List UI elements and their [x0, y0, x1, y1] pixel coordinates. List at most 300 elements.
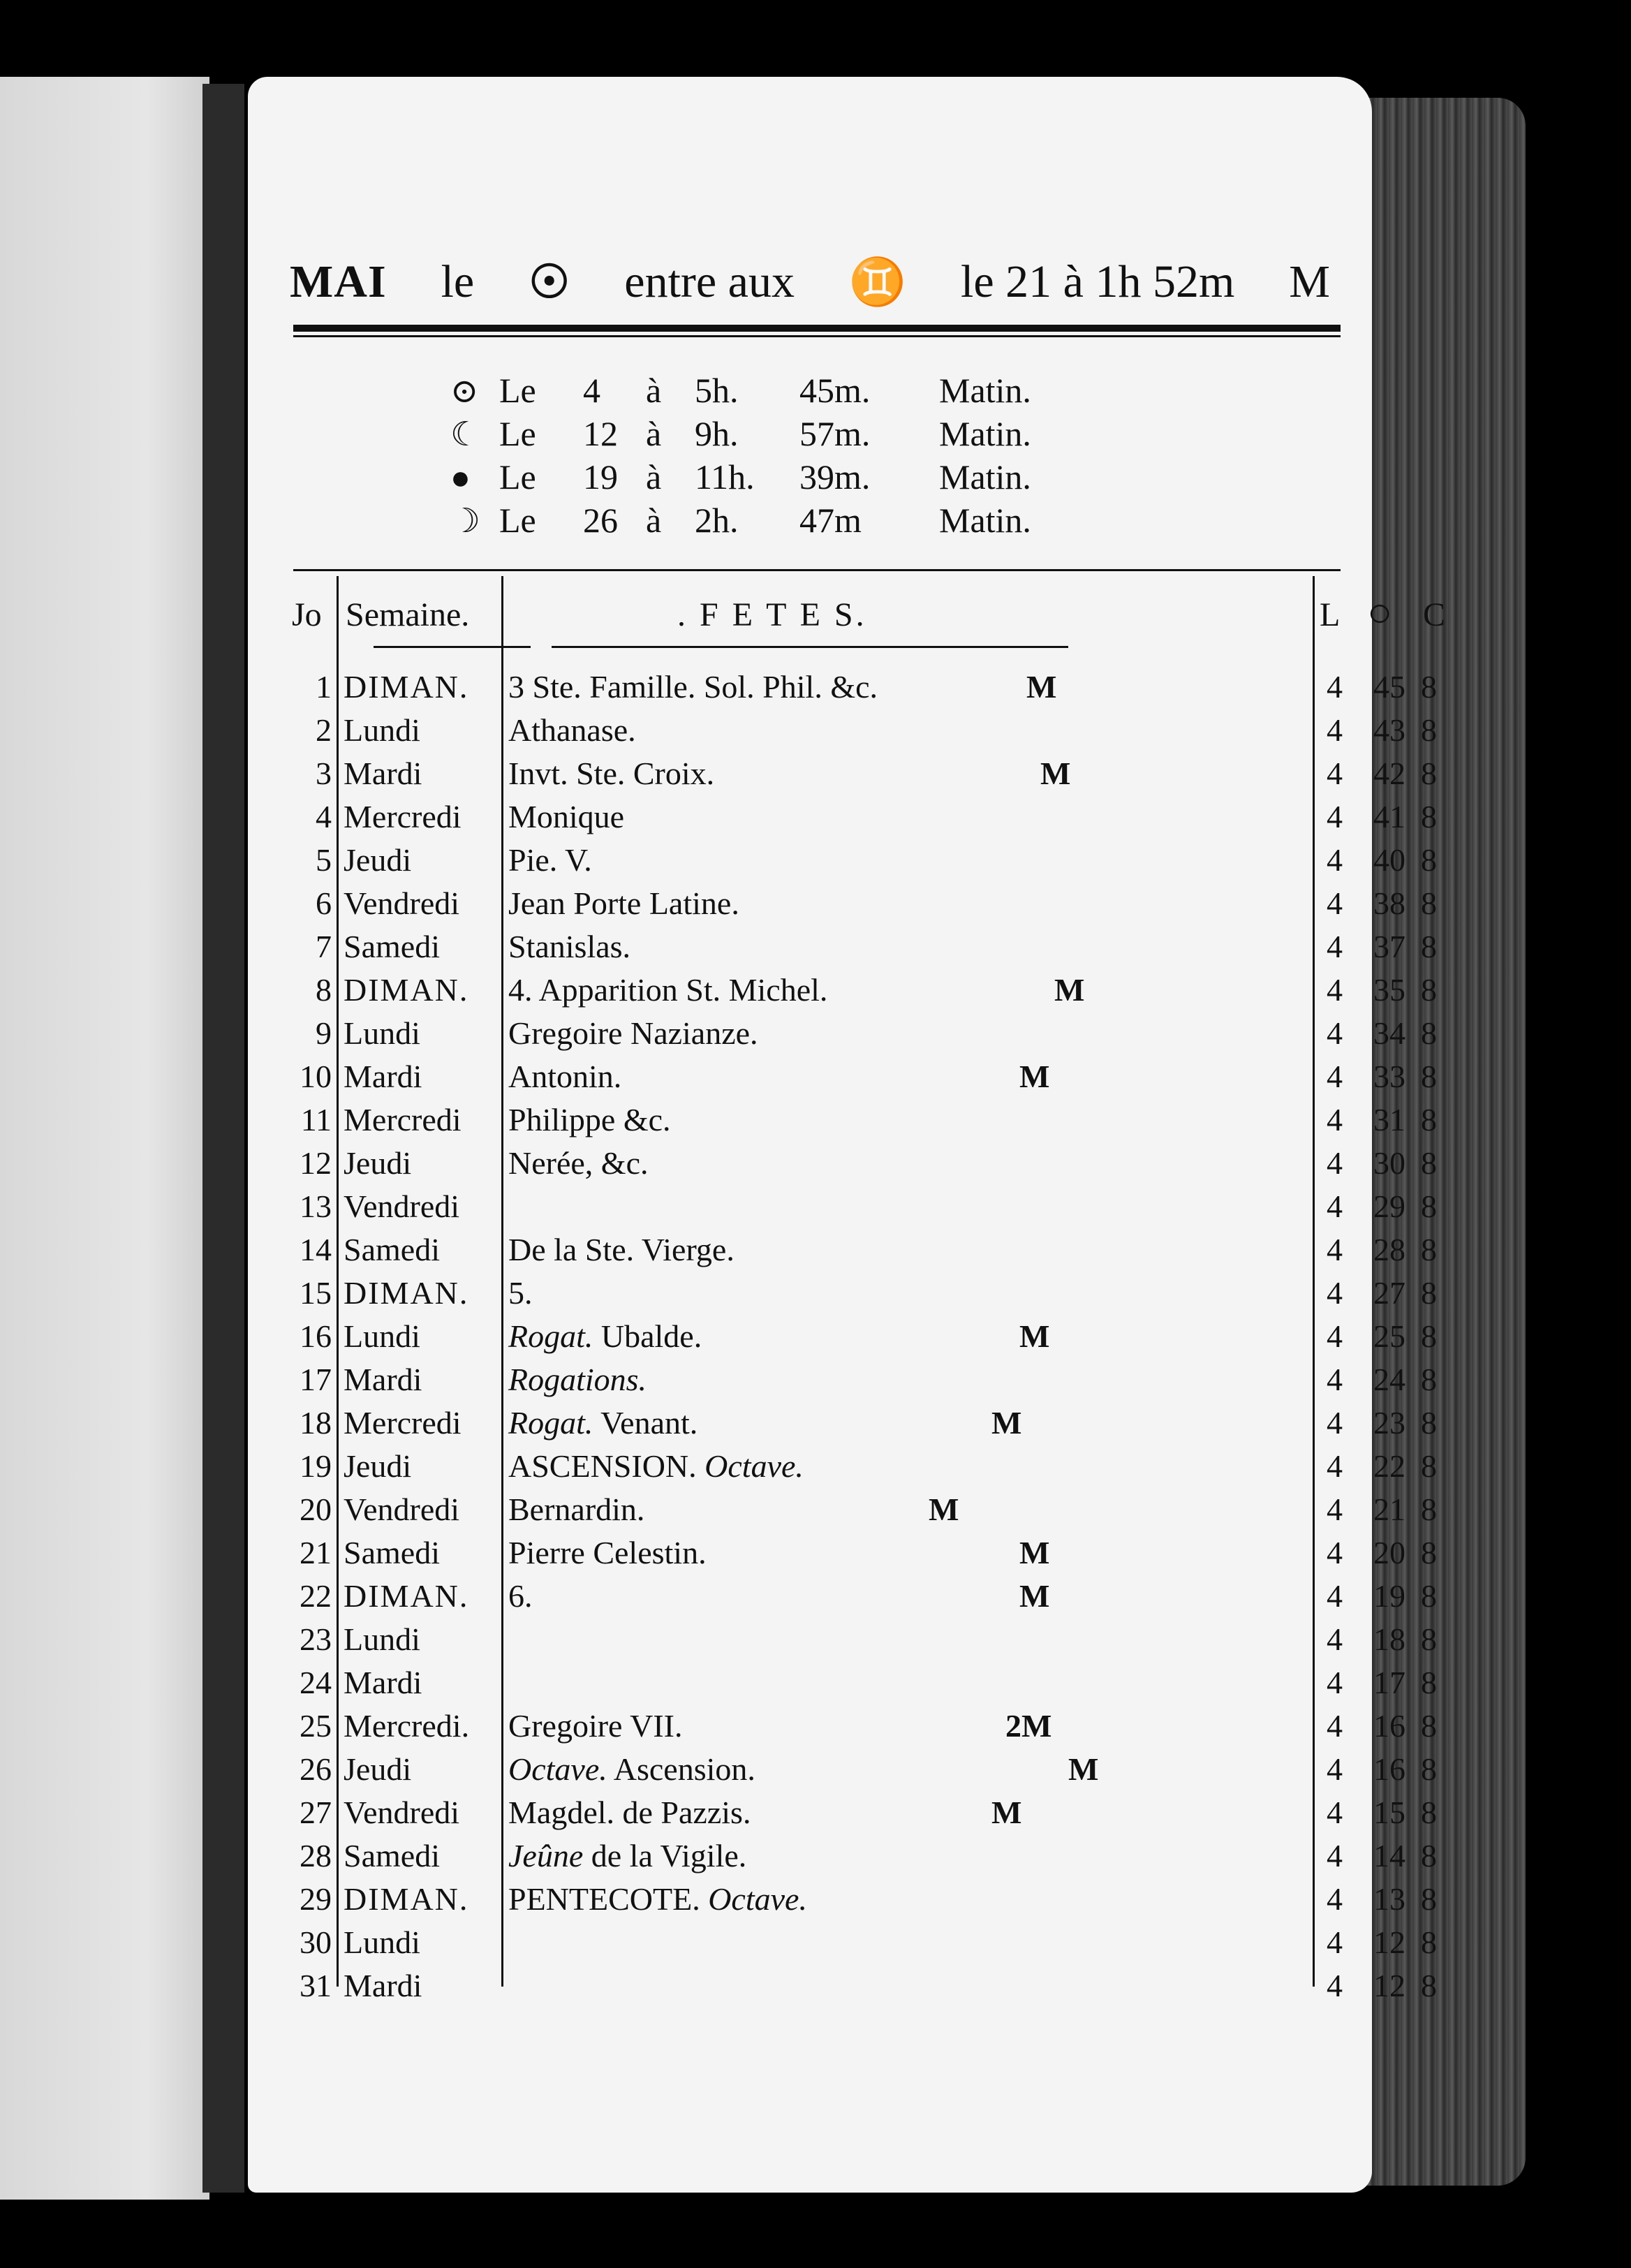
phase-min: 47m — [799, 501, 862, 540]
moon-phases — [450, 370, 1079, 543]
table-row — [286, 1921, 1437, 1964]
day-number: 31 — [300, 1968, 332, 2003]
table-row — [286, 1315, 1437, 1358]
weekday: Vendredi — [344, 885, 460, 921]
feast-italic: Rogat. — [508, 1318, 593, 1354]
feast-text: Bernardin. — [508, 1492, 645, 1527]
table-row — [286, 1575, 1437, 1618]
sun-icon: ☉ — [529, 257, 570, 308]
day-number: 21 — [300, 1535, 332, 1570]
first-quarter-icon: ☽ — [450, 503, 481, 540]
phase-period: Matin. — [939, 414, 1031, 453]
sunrise-minutes: 43 — [1373, 712, 1405, 748]
weekday: DIMAN. — [344, 1275, 469, 1311]
feast-text: Invt. Ste. Croix. — [508, 756, 715, 791]
sunrise-hour: 4 — [1327, 1881, 1343, 1917]
feast-text: Nerée, &c. — [508, 1145, 649, 1181]
feast-name — [508, 1231, 735, 1268]
feast-name — [508, 1361, 647, 1398]
day-number: 16 — [300, 1318, 332, 1354]
day-number: 13 — [300, 1188, 332, 1224]
feast-text: Ubalde. — [600, 1318, 702, 1354]
day-number: 18 — [300, 1405, 332, 1441]
sunrise-minutes: 30 — [1373, 1145, 1405, 1181]
sunrise-minutes: 23 — [1373, 1405, 1405, 1441]
table-top-rule — [293, 569, 1341, 571]
new-moon-icon: ● — [450, 459, 471, 496]
feast-name — [508, 1794, 751, 1831]
sunset-hour: 8 — [1421, 842, 1437, 878]
table-row — [286, 1358, 1437, 1401]
month-header — [290, 255, 1330, 309]
sunrise-hour: 4 — [1327, 1924, 1343, 1960]
feast-text: Pierre Celestin. — [508, 1535, 707, 1570]
phase-le: Le — [499, 371, 536, 410]
day-number: 15 — [300, 1275, 332, 1311]
table-row — [286, 1445, 1437, 1488]
sunrise-minutes: 12 — [1373, 1924, 1405, 1960]
moon-phase-row — [450, 500, 1079, 543]
sunrise-minutes: 37 — [1373, 929, 1405, 964]
feast-text: 5. — [508, 1275, 533, 1311]
table-row — [286, 1748, 1437, 1791]
table-row — [286, 839, 1437, 882]
month-name: MAI — [290, 256, 387, 307]
meridian-mark: M — [991, 1795, 1022, 1830]
sunset-hour: 8 — [1421, 1318, 1437, 1354]
feast-text: Athanase. — [508, 712, 636, 748]
sunrise-minutes: 25 — [1373, 1318, 1405, 1354]
feast-name — [508, 841, 592, 878]
feast-text: Stanislas. — [508, 929, 631, 964]
sunrise-minutes: 21 — [1373, 1492, 1405, 1527]
sunrise-hour: 4 — [1327, 1448, 1343, 1484]
day-number: 1 — [316, 669, 332, 705]
feast-name — [508, 1101, 671, 1138]
sunrise-hour: 4 — [1327, 1275, 1343, 1311]
phase-le: Le — [499, 457, 536, 496]
sunset-hour: 8 — [1421, 1102, 1437, 1137]
header-fetes: . F E T E S. — [677, 596, 867, 633]
sunrise-minutes: 38 — [1373, 885, 1405, 921]
moon-phase-row — [450, 413, 1079, 457]
phase-period: Matin. — [939, 501, 1031, 540]
sunset-hour: 8 — [1421, 669, 1437, 705]
sunrise-minutes: 14 — [1373, 1838, 1405, 1873]
book-gutter — [202, 84, 244, 2193]
feast-name — [508, 1448, 804, 1485]
meridian-mark: M — [1040, 756, 1071, 791]
day-number: 2 — [316, 712, 332, 748]
sunrise-hour: 4 — [1327, 1059, 1343, 1094]
weekday: Mardi — [344, 1059, 422, 1094]
phase-day: 12 — [583, 414, 618, 453]
header-underline — [374, 646, 531, 648]
weekday: Jeudi — [344, 1448, 412, 1484]
sunset-hour: 8 — [1421, 1275, 1437, 1311]
header-entre-aux: entre aux — [624, 256, 795, 307]
sunset-hour: 8 — [1421, 756, 1437, 791]
table-row — [286, 1012, 1437, 1055]
sunset-hour: 8 — [1421, 1751, 1437, 1787]
weekday: Samedi — [344, 929, 440, 964]
feast-name — [508, 1015, 758, 1052]
day-number: 20 — [300, 1492, 332, 1527]
table-row — [286, 1618, 1437, 1661]
day-number: 28 — [300, 1838, 332, 1873]
phase-le: Le — [499, 414, 536, 453]
almanac-page — [248, 77, 1446, 2193]
table-row — [286, 1272, 1437, 1315]
sunset-hour: 8 — [1421, 1535, 1437, 1570]
weekday: Lundi — [344, 1015, 420, 1051]
header-le: le — [441, 256, 475, 307]
feast-italic: Octave. — [508, 1751, 607, 1787]
weekday: Samedi — [344, 1838, 440, 1873]
feast-text: Magdel. de Pazzis. — [508, 1795, 751, 1830]
day-number: 3 — [316, 756, 332, 791]
header-date-time: le 21 à 1h 52m — [961, 256, 1235, 307]
sunrise-minutes: 40 — [1373, 842, 1405, 878]
sunset-hour: 8 — [1421, 1708, 1437, 1744]
phase-hour: 5h. — [695, 371, 739, 410]
feast-italic: Octave. — [708, 1881, 807, 1917]
sun-column-icon: ○ — [1367, 589, 1393, 635]
feast-name — [508, 1058, 621, 1095]
sunrise-hour: 4 — [1327, 1968, 1343, 2003]
sunset-hour: 8 — [1421, 712, 1437, 748]
weekday: Mercredi. — [344, 1708, 470, 1744]
phase-a: à — [646, 414, 662, 453]
table-row — [286, 1185, 1437, 1228]
weekday: Lundi — [344, 1318, 420, 1354]
feast-italic: Octave. — [704, 1448, 804, 1484]
weekday: DIMAN. — [344, 1578, 469, 1614]
day-number: 9 — [316, 1015, 332, 1051]
feast-name — [508, 668, 878, 705]
table-row — [286, 1834, 1437, 1878]
day-number: 14 — [300, 1232, 332, 1267]
sunrise-hour: 4 — [1327, 1318, 1343, 1354]
phase-a: à — [646, 371, 662, 410]
day-number: 26 — [300, 1751, 332, 1787]
sunset-hour: 8 — [1421, 885, 1437, 921]
moon-phase-row — [450, 457, 1079, 500]
sunrise-minutes: 28 — [1373, 1232, 1405, 1267]
sunset-hour: 8 — [1421, 1145, 1437, 1181]
sunrise-hour: 4 — [1327, 1145, 1343, 1181]
sunrise-minutes: 22 — [1373, 1448, 1405, 1484]
feast-italic: Jeûne — [508, 1838, 584, 1873]
sunrise-minutes: 33 — [1373, 1059, 1405, 1094]
day-number: 30 — [300, 1924, 332, 1960]
phase-day: 19 — [583, 457, 618, 496]
sunrise-hour: 4 — [1327, 756, 1343, 791]
table-row — [286, 1098, 1437, 1142]
sunrise-minutes: 20 — [1373, 1535, 1405, 1570]
day-number: 22 — [300, 1578, 332, 1614]
sunrise-minutes: 31 — [1373, 1102, 1405, 1137]
feast-italic: Rogat. — [508, 1405, 593, 1441]
feast-text: Monique — [508, 799, 625, 834]
sunrise-minutes: 34 — [1373, 1015, 1405, 1051]
weekday: Mercredi — [344, 1102, 462, 1137]
sunrise-hour: 4 — [1327, 885, 1343, 921]
meridian-mark: M — [1068, 1751, 1099, 1787]
meridian-mark: M — [1019, 1059, 1050, 1094]
day-number: 27 — [300, 1795, 332, 1830]
meridian-mark: M — [1054, 972, 1085, 1008]
meridian-mark: 2M — [1005, 1708, 1052, 1744]
sunset-hour: 8 — [1421, 1968, 1437, 2003]
table-row — [286, 752, 1437, 795]
facing-page — [0, 77, 209, 2200]
sunrise-hour: 4 — [1327, 1665, 1343, 1700]
feast-text: Gregoire VII. — [508, 1708, 683, 1744]
weekday: Jeudi — [344, 1751, 412, 1787]
weekday: DIMAN. — [344, 669, 469, 705]
day-number: 10 — [300, 1059, 332, 1094]
weekday: Mercredi — [344, 799, 462, 834]
sunset-hour: 8 — [1421, 799, 1437, 834]
day-number: 8 — [316, 972, 332, 1008]
feast-name — [508, 1880, 807, 1917]
feast-name — [508, 1274, 533, 1311]
weekday: Lundi — [344, 1924, 420, 1960]
feast-name — [508, 1837, 746, 1874]
feast-name — [508, 885, 739, 922]
feast-name — [508, 1534, 707, 1571]
header-rule — [293, 325, 1341, 332]
weekday: Vendredi — [344, 1492, 460, 1527]
phase-le: Le — [499, 501, 536, 540]
sunset-hour: 8 — [1421, 972, 1437, 1008]
table-row — [286, 969, 1437, 1012]
sunrise-hour: 4 — [1327, 842, 1343, 878]
sunrise-hour: 4 — [1327, 669, 1343, 705]
feast-italic: Rogations. — [508, 1362, 647, 1397]
feast-text: Jean Porte Latine. — [508, 885, 739, 921]
table-row — [286, 1964, 1437, 2008]
sunrise-hour: 4 — [1327, 1621, 1343, 1657]
meridian-mark: M — [1019, 1578, 1050, 1614]
table-row — [286, 925, 1437, 969]
sunrise-minutes: 35 — [1373, 972, 1405, 1008]
phase-hour: 2h. — [695, 501, 739, 540]
day-number: 23 — [300, 1621, 332, 1657]
day-number: 25 — [300, 1708, 332, 1744]
feast-text: Ascension. — [613, 1751, 755, 1787]
sunset-hour: 8 — [1421, 1881, 1437, 1917]
weekday: DIMAN. — [344, 972, 469, 1008]
feast-name — [508, 1144, 649, 1181]
header-semaine: Semaine. — [346, 596, 470, 633]
sunrise-hour: 4 — [1327, 972, 1343, 1008]
feast-text: Philippe &c. — [508, 1102, 671, 1137]
weekday: Mardi — [344, 1968, 422, 2003]
table-row — [286, 1228, 1437, 1272]
feast-name — [508, 1318, 702, 1355]
calendar-table — [286, 576, 1446, 2042]
sunset-hour: 8 — [1421, 1621, 1437, 1657]
sunrise-minutes: 12 — [1373, 1968, 1405, 2003]
meridian-mark: M — [1019, 1318, 1050, 1354]
meridian-mark: M — [929, 1492, 959, 1527]
phase-period: Matin. — [939, 457, 1031, 496]
weekday: Lundi — [344, 1621, 420, 1657]
meridian-mark: M — [991, 1405, 1022, 1441]
sunrise-hour: 4 — [1327, 1838, 1343, 1873]
feast-text: PENTECOTE. — [508, 1881, 700, 1917]
phase-min: 39m. — [799, 457, 871, 496]
gemini-icon: ♊ — [848, 256, 907, 308]
weekday: Mardi — [344, 1665, 422, 1700]
phase-a: à — [646, 457, 662, 496]
header-rule-thin — [293, 335, 1341, 337]
table-rows — [286, 665, 1437, 2008]
table-row — [286, 1488, 1437, 1531]
sunrise-minutes: 16 — [1373, 1751, 1405, 1787]
table-row — [286, 1704, 1437, 1748]
feast-name — [508, 798, 624, 835]
table-row — [286, 709, 1437, 752]
feast-text: ASCENSION. — [508, 1448, 697, 1484]
sunrise-minutes: 45 — [1373, 669, 1405, 705]
feast-text: Gregoire Nazianze. — [508, 1015, 758, 1051]
sunrise-minutes: 42 — [1373, 756, 1405, 791]
day-number: 5 — [316, 842, 332, 878]
sunrise-minutes: 13 — [1373, 1881, 1405, 1917]
sunset-hour: 8 — [1421, 1188, 1437, 1224]
sunset-hour: 8 — [1421, 1448, 1437, 1484]
feast-name — [508, 1491, 644, 1528]
feast-name — [508, 712, 636, 749]
weekday: Jeudi — [344, 1145, 412, 1181]
feast-text: de la Vigile. — [591, 1838, 747, 1873]
weekday: Samedi — [344, 1535, 440, 1570]
sunrise-hour: 4 — [1327, 712, 1343, 748]
sunrise-minutes: 19 — [1373, 1578, 1405, 1614]
weekday: Vendredi — [344, 1795, 460, 1830]
sunrise-hour: 4 — [1327, 1405, 1343, 1441]
feast-name — [508, 755, 714, 792]
full-moon-icon: ⊙ — [450, 373, 479, 410]
meridian-mark: M — [1026, 669, 1057, 705]
sunset-hour: 8 — [1421, 1232, 1437, 1267]
table-row — [286, 1791, 1437, 1834]
sunrise-minutes: 41 — [1373, 799, 1405, 834]
feast-text: Pie. V. — [508, 842, 592, 878]
sunrise-hour: 4 — [1327, 1362, 1343, 1397]
sunrise-hour: 4 — [1327, 1015, 1343, 1051]
sunrise-minutes: 17 — [1373, 1665, 1405, 1700]
phase-min: 57m. — [799, 414, 871, 453]
feast-name — [508, 928, 630, 965]
sunset-hour: 8 — [1421, 929, 1437, 964]
sunrise-hour: 4 — [1327, 1578, 1343, 1614]
day-number: 12 — [300, 1145, 332, 1181]
table-row — [286, 1531, 1437, 1575]
table-row — [286, 665, 1437, 709]
day-number: 17 — [300, 1362, 332, 1397]
day-number: 11 — [300, 1102, 332, 1137]
sunset-hour: 8 — [1421, 1924, 1437, 1960]
weekday: Samedi — [344, 1232, 440, 1267]
phase-hour: 11h. — [695, 457, 755, 496]
sunset-hour: 8 — [1421, 1795, 1437, 1830]
sunrise-hour: 4 — [1327, 799, 1343, 834]
weekday: DIMAN. — [344, 1881, 469, 1917]
table-row — [286, 1055, 1437, 1098]
weekday: Jeudi — [344, 842, 412, 878]
phase-min: 45m. — [799, 371, 871, 410]
feast-name — [508, 1404, 698, 1441]
day-number: 19 — [300, 1448, 332, 1484]
phase-day: 4 — [583, 371, 600, 410]
feast-text: 6. — [508, 1578, 533, 1614]
table-row — [286, 1142, 1437, 1185]
meridian-mark: M — [1019, 1535, 1050, 1570]
phase-period: Matin. — [939, 371, 1031, 410]
phase-day: 26 — [583, 501, 618, 540]
feast-text: Venant. — [600, 1405, 698, 1441]
sunrise-hour: 4 — [1327, 1492, 1343, 1527]
table-row — [286, 1878, 1437, 1921]
header-underline — [552, 646, 1068, 648]
feast-text: Antonin. — [508, 1059, 622, 1094]
phase-hour: 9h. — [695, 414, 739, 453]
day-number: 29 — [300, 1881, 332, 1917]
sunrise-hour: 4 — [1327, 1188, 1343, 1224]
sunset-hour: 8 — [1421, 1492, 1437, 1527]
day-number: 6 — [316, 885, 332, 921]
sunrise-hour: 4 — [1327, 929, 1343, 964]
sunrise-hour: 4 — [1327, 1102, 1343, 1137]
sunset-hour: 8 — [1421, 1015, 1437, 1051]
table-row — [286, 882, 1437, 925]
sunset-hour: 8 — [1421, 1059, 1437, 1094]
feast-name — [508, 1751, 755, 1788]
phase-a: à — [646, 501, 662, 540]
sunset-hour: 8 — [1421, 1578, 1437, 1614]
sunrise-hour: 4 — [1327, 1708, 1343, 1744]
day-number: 4 — [316, 799, 332, 834]
header-meridian: M — [1289, 256, 1330, 307]
sunrise-minutes: 15 — [1373, 1795, 1405, 1830]
feast-name — [508, 971, 827, 1008]
last-quarter-icon: ☾ — [450, 416, 481, 453]
sunrise-hour: 4 — [1327, 1751, 1343, 1787]
feast-name — [508, 1707, 683, 1744]
sunrise-minutes: 16 — [1373, 1708, 1405, 1744]
header-jo: Jo — [292, 596, 322, 633]
feast-text: De la Ste. Vierge. — [508, 1232, 735, 1267]
moon-phase-row — [450, 370, 1079, 413]
sunset-hour: 8 — [1421, 1362, 1437, 1397]
sunrise-hour: 4 — [1327, 1535, 1343, 1570]
weekday: Mercredi — [344, 1405, 462, 1441]
sunrise-minutes: 27 — [1373, 1275, 1405, 1311]
sunset-hour: 8 — [1421, 1665, 1437, 1700]
table-row — [286, 1401, 1437, 1445]
weekday: Mardi — [344, 1362, 422, 1397]
weekday: Mardi — [344, 756, 422, 791]
feast-text: 4. Apparition St. Michel. — [508, 972, 828, 1008]
feast-text: 3 Ste. Famille. Sol. Phil. &c. — [508, 669, 878, 705]
table-row — [286, 795, 1437, 839]
sunrise-minutes: 29 — [1373, 1188, 1405, 1224]
weekday: Lundi — [344, 712, 420, 748]
